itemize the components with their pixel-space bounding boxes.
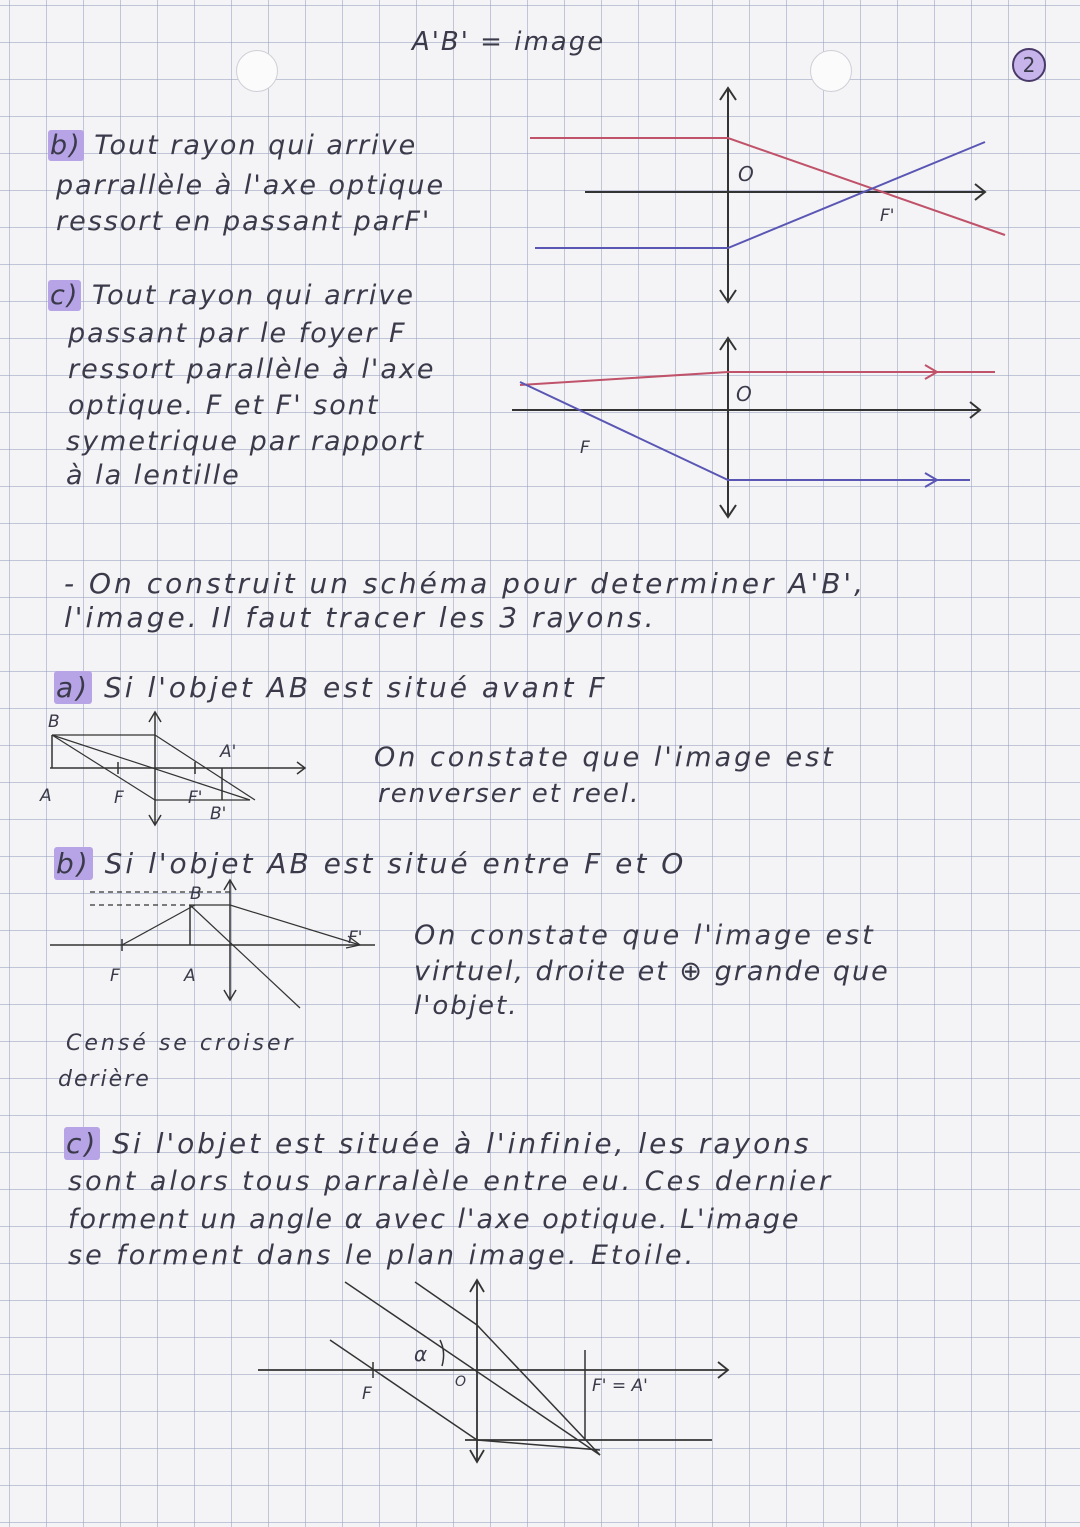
case-c-alpha-label: α (414, 1342, 428, 1366)
case-b-heading: b) Si l'objet AB est situé entre F et O (56, 847, 687, 880)
angle-arc (440, 1340, 444, 1366)
rule-c-line-2: passant par le foyer F (68, 318, 407, 349)
case-c-line-3: forment un angle α avec l'axe optique. L'image (68, 1204, 801, 1235)
rule-c-line-3: ressort parallèle à l'axe (68, 354, 436, 385)
case-b-text-1: On constate que l'image est (414, 920, 876, 951)
page-title: A'B' = image (412, 27, 606, 57)
case-c-line-2: sont alors tous parralèle entre eu. Ces dernier (68, 1166, 834, 1197)
case-b-f-prime-label: F' (348, 928, 363, 948)
ray-3b (477, 1440, 600, 1450)
case-c-o-label: O (455, 1374, 467, 1390)
intro-line-1: - On construit un schéma pour determiner A'B', (64, 567, 867, 600)
rule-b-label: b) (50, 130, 82, 161)
case-b-note-1: Censé se croiser (66, 1031, 296, 1056)
rule-b-line-3: ressort en passant parF' (56, 206, 432, 237)
case-c-label: c) (66, 1127, 99, 1160)
rule-c-line-5: symetrique par rapport (66, 426, 426, 457)
case-a-f-label: F (114, 788, 124, 808)
page-number-badge: 2 (1012, 48, 1046, 82)
rule-c-label: c) (50, 280, 80, 311)
ray-2 (415, 1282, 477, 1325)
case-a-heading: a) Si l'objet AB est situé avant F (56, 671, 608, 704)
case-a-text-2: renverser et reel. (378, 779, 641, 809)
case-b-text-2: virtuel, droite et ⊕ grande que (414, 956, 890, 987)
intro-line-2: l'image. Il faut tracer les 3 rayons. (64, 601, 657, 634)
case-b-a-label: A (184, 966, 196, 986)
case-c-line-1: c) Si l'objet est située à l'infinie, les rayons (66, 1127, 812, 1160)
case-c-f-label: F (362, 1384, 372, 1404)
case-a-a-label: A (40, 786, 52, 806)
case-a-a-prime-label: A' (220, 742, 237, 762)
rule-c-line-4: optique. F et F' sont (68, 390, 380, 421)
case-b-note-2: derière (58, 1067, 151, 1092)
case-c-line-4: se forment dans le plan image. Etoile. (68, 1240, 697, 1271)
case-a-label: a) (56, 671, 91, 704)
rule-c-line-6: à la lentille (66, 460, 241, 491)
case-a-b-label: B (48, 712, 60, 732)
rule-b-f-prime-label: F' (880, 206, 895, 226)
case-a-text-1: On constate que l'image est (374, 742, 836, 773)
case-a-f-prime-label: F' (188, 788, 203, 808)
case-b-text-3: l'objet. (414, 991, 519, 1021)
rule-b-line-1: b) Tout rayon qui arrive (50, 130, 418, 161)
rule-b-line-2: parrallèle à l'axe optique (56, 170, 446, 201)
case-b-b-label: B (190, 884, 202, 904)
rule-b-o-label: O (738, 162, 754, 186)
rule-c-o-label: O (736, 382, 752, 406)
case-b-label: b) (56, 847, 91, 880)
case-c-f-prime-a-prime-label: F' = A' (592, 1376, 648, 1396)
ray-1 (345, 1282, 600, 1455)
ray-3 (330, 1340, 477, 1440)
case-b-f-label: F (110, 966, 120, 986)
case-a-b-prime-label: B' (210, 804, 227, 824)
rule-c-line-1: c) Tout rayon qui arrive (50, 280, 415, 311)
ray-2b (477, 1325, 600, 1455)
rule-c-f-label: F (580, 438, 590, 458)
